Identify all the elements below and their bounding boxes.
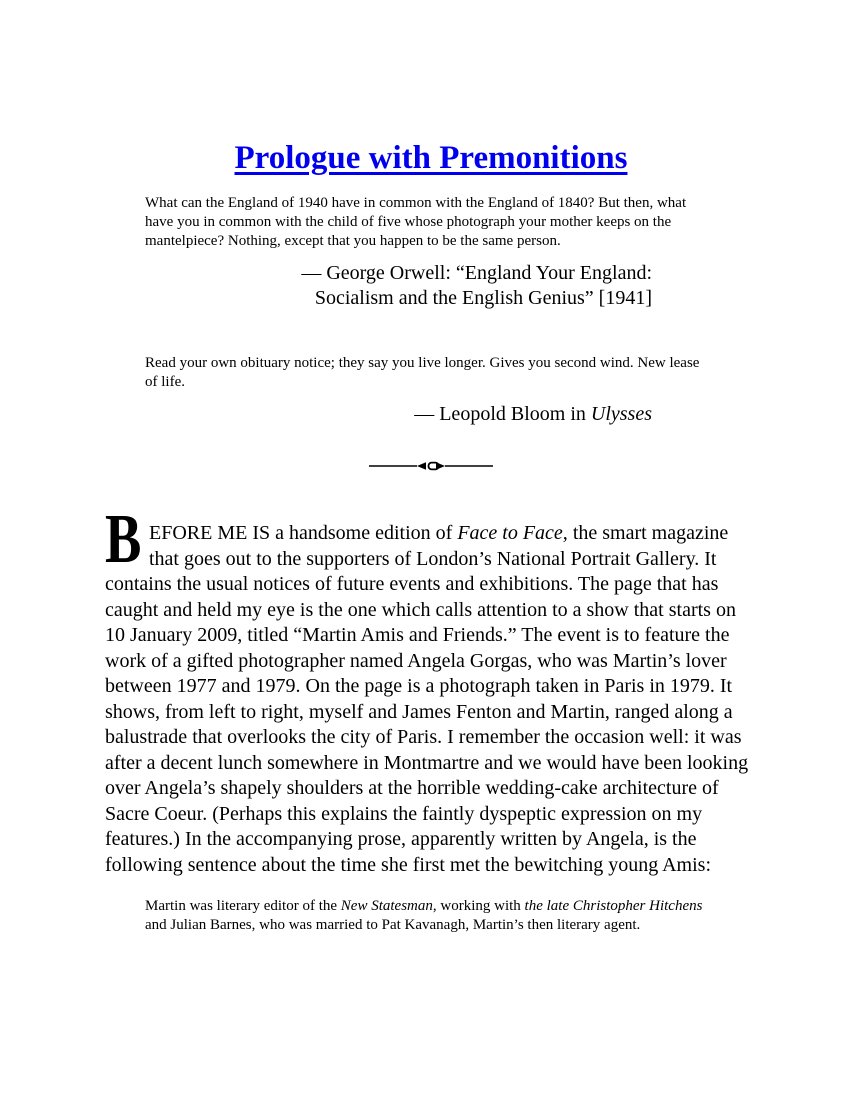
epigraph-orwell	[0, 194, 862, 311]
main-paragraph	[105, 501, 755, 878]
main-paragraph-text: EFORE ME IS a handsome edition of Face to Face, the smart magazine that goes out to the supporters of London’s National Portrait Gallery. It contains the usual notices of future events and exhibitions. The page that has caught and held my eye is the one which calls attention to a show that starts on 10 January 2009, titled “Martin Amis and Friends.” The event is to feature the work of a gifted photographer named Angela Gorgas, who was Martin’s lover between 1977 and 1979. On the page is a photograph taken in Paris in 1979. It shows, from left to right, myself and James Fenton and Martin, ranged along a balustrade that overlooks the city of Paris. I remember the occasion well: it was after a decent lunch somewhere in Montmartre and we would have been looking over Angela’s shapely shoulders at the horrible wedding-cake architecture of Sacre Coeur. (Perhaps this explains the faintly dyspeptic expression on my features.) In the accompanying prose, apparently written by Angela, is the following sentence about the time she first met the bewitching young Amis:	[105, 522, 749, 876]
epigraph-attribution-bloom: — Leopold Bloom in Ulysses	[414, 403, 652, 425]
chapter-title	[0, 0, 862, 178]
extract-quote: Martin was literary editor of the New Statesman, working with the late Christopher Hitchens and Julian Barnes, who was married to Pat Kavanagh, Martin’s then literary agent.	[145, 898, 703, 933]
section-divider	[0, 459, 862, 473]
divider-ornament-icon	[369, 459, 493, 473]
epigraph-quote-orwell: What can the England of 1940 have in common with the England of 1840? But then, what have you in common with the child of five whose photograph your mother keeps on the mantelpiece? Nothing, except that you happen to be the same person.	[145, 195, 687, 249]
chapter-title-link[interactable]: Prologue with Premonitions	[234, 140, 628, 176]
epigraph-quote-bloom: Read your own obituary notice; they say you live longer. Gives you second wind. New lease of life.	[145, 355, 700, 390]
epigraph-bloom	[0, 354, 862, 427]
drop-cap: B	[105, 501, 142, 578]
attribution-line: — George Orwell: “England Your England:	[301, 262, 652, 284]
epigraph-attribution-orwell	[145, 261, 652, 311]
attribution-line: Socialism and the English Genius” [1941]	[314, 287, 652, 309]
